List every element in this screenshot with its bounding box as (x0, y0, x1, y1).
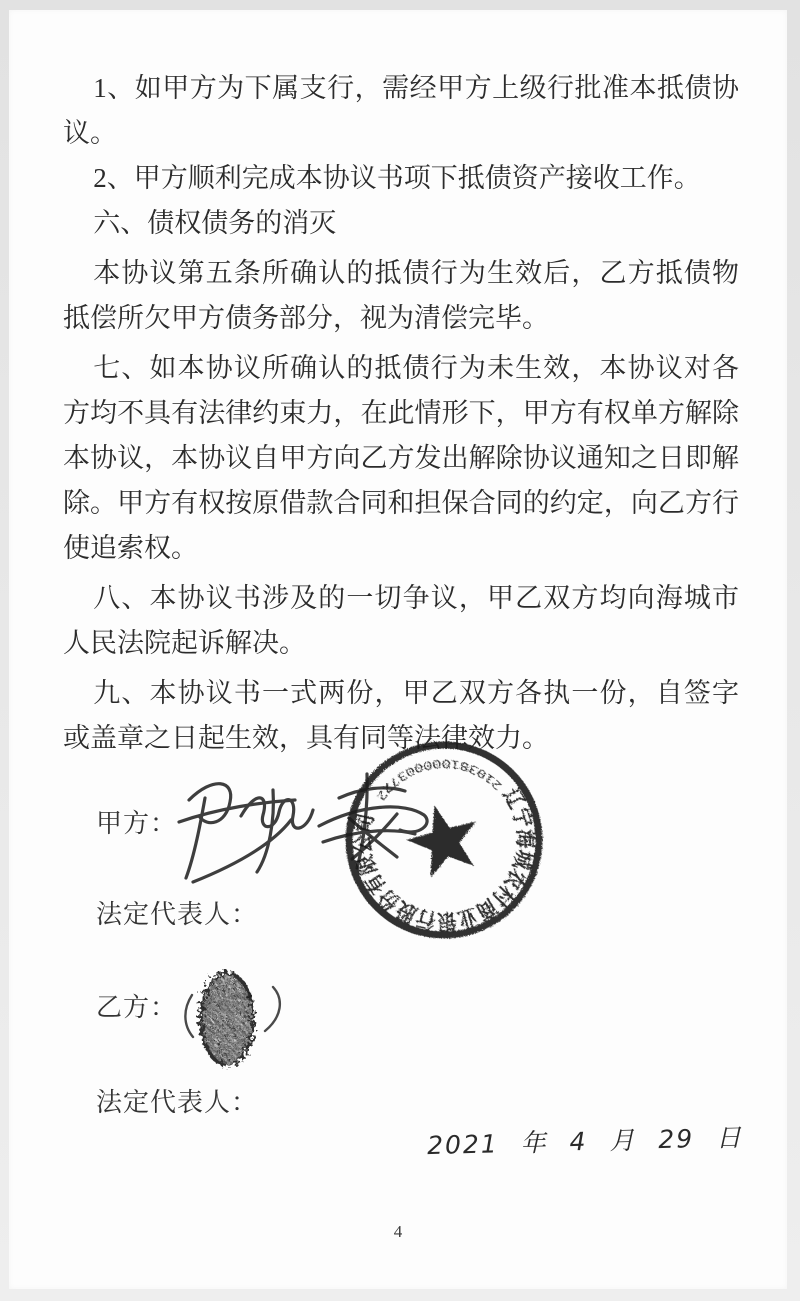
party-a-legal-rep-label: 法定代表人： (96, 900, 259, 929)
star-icon (397, 800, 489, 890)
clause-9: 九、本协议书一式两份，甲乙双方各执一份，自签字或盖章之日起生效，具有同等法律效力。 (63, 678, 739, 753)
seal-serial-number: 210381000003722 (375, 756, 505, 801)
document-page (9, 10, 787, 1289)
clause-7: 七、如本协议所确认的抵债行为未生效，本协议对各方均不具有法律约束力，在此情形下，甲方有权单方解除本协议，本协议自甲方向乙方发出解除协议通知之日即解除。甲方有权按原借款合同和担保合同的约定，向乙方行使追索权。 (63, 353, 739, 563)
seal-ring-text: 辽宁海城农村商业银行股份有限公司 (349, 783, 539, 935)
clause-2: 2、甲方顺利完成本协议书项下抵债资产接收工作。 (93, 163, 701, 193)
party-b-label: 乙方： (96, 993, 178, 1022)
clause-6-body: 本协议第五条所确认的抵债行为生效后，乙方抵债物抵偿所欠甲方债务部分，视为清偿完毕。 (63, 258, 739, 333)
clause-8: 八、本协议书涉及的一切争议，甲乙双方均向海城市人民法院起诉解决。 (63, 583, 739, 658)
clause-6-heading: 六、债权债务的消灭 (93, 208, 337, 238)
page-number: 4 (393, 1222, 403, 1241)
official-seal (332, 728, 556, 952)
agreement-body (63, 66, 739, 761)
party-a-label: 甲方： (96, 809, 178, 838)
fingerprint-mark (189, 965, 273, 1079)
svg-text:辽宁海城农村商业银行股份有限公司 (344, 782, 551, 947)
signing-date: 2021 年 4 月 29 日 (426, 1122, 744, 1161)
party-b-legal-rep-label: 法定代表人： (96, 1088, 259, 1117)
clause-1: 1、如甲方为下属支行，需经甲方上级行批准本抵债协议。 (63, 73, 739, 148)
